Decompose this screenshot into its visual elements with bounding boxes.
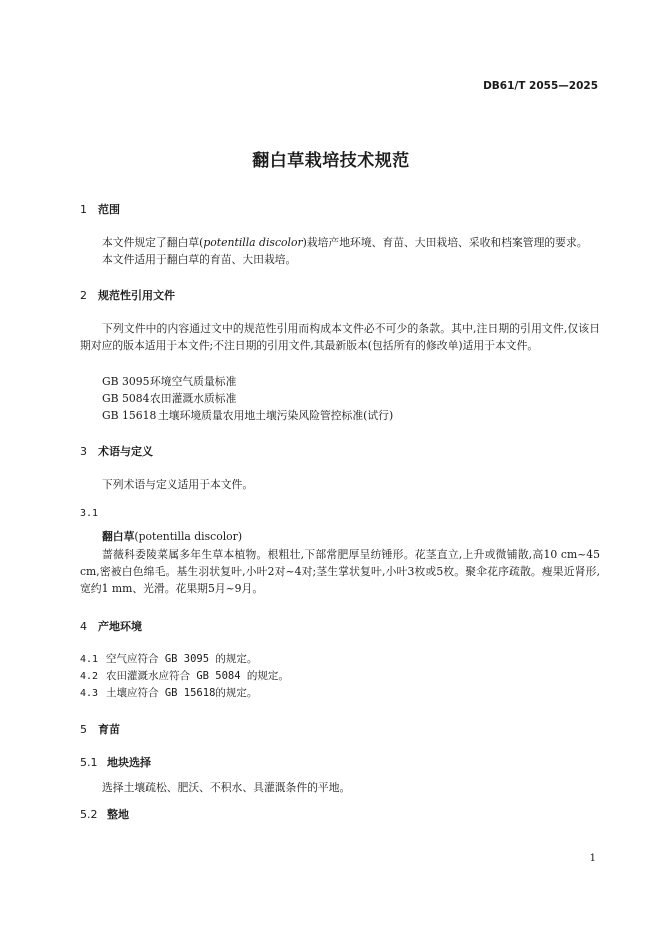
reference-title: 环境空气质量标准: [150, 375, 237, 388]
subsection-5-1-heading: [80, 754, 151, 770]
reference-code: GB 15618: [102, 409, 157, 422]
terms-intro: 下列术语与定义适用于本文件。: [102, 478, 254, 491]
section-title: 范围: [98, 203, 120, 216]
subsection-num: 3.1: [80, 508, 99, 519]
reference-code: GB 5084: [102, 392, 150, 405]
reference-code: GB 3095: [102, 375, 150, 388]
subsection-number: 5.2: [80, 808, 98, 821]
subsection-title: 地块选择: [107, 756, 151, 769]
term-heading: [102, 529, 242, 544]
term-definition: 蔷薇科委陵菜属多年生草本植物。根粗壮,下部常肥厚呈纺锤形。花茎直立,上升或微铺散,高10 cm~45 cm,密被白色绵毛。基生羽状复叶,小叶2对~4对;茎生掌状复叶,小叶3枚或5枚。聚伞花序疏散。瘦果近肾形,宽约1 mm、光滑。花果期5月~9月。: [80, 548, 600, 595]
section-title: 术语与定义: [98, 445, 153, 458]
clause-number: 4.2: [80, 671, 99, 682]
section-number: 3: [80, 445, 87, 458]
scope-text-after: )栽培产地环境、育苗、大田栽培、采收和档案管理的要求。: [302, 236, 588, 249]
scope-paragraph-2: 本文件适用于翻白草的育苗、大田栽培。: [102, 253, 297, 266]
scope-paragraph-1: [102, 234, 588, 251]
section-title: 产地环境: [98, 620, 142, 633]
subsection-5-2-heading: [80, 806, 129, 822]
section-number: 4: [80, 620, 87, 633]
section-title: 规范性引用文件: [98, 289, 175, 302]
clause-item: [80, 685, 257, 700]
site-selection-text: 选择土壤疏松、肥沃、不积水、具灌溉条件的平地。: [102, 781, 351, 794]
page-number: 1: [589, 853, 596, 864]
clause-text: 农田灌溉水应符合 GB 5084 的规定。: [106, 670, 289, 682]
subsection-title: 整地: [107, 808, 129, 821]
clause-number: 4.1: [80, 654, 99, 665]
section-number: 5: [80, 723, 87, 736]
clause-text: 空气应符合 GB 3095 的规定。: [106, 653, 258, 665]
section-3-heading: [80, 443, 153, 459]
term-name: 翻白草: [102, 530, 135, 543]
subsection-number: [80, 506, 106, 519]
reference-item: [102, 407, 393, 424]
clause-number: 4.3: [80, 688, 99, 699]
reference-title: 土壤环境质量农用地土壤污染风险管控标准(试行): [158, 409, 394, 422]
section-number: 1: [80, 203, 87, 216]
section-4-heading: [80, 618, 142, 634]
clause-item: [80, 668, 289, 683]
section-title: 育苗: [98, 723, 120, 736]
clause-text: 土壤应符合 GB 15618的规定。: [106, 687, 258, 699]
section-1-heading: [80, 201, 120, 217]
section-5-heading: [80, 721, 120, 737]
document-number: DB61/T 2055—2025: [483, 80, 598, 92]
scope-latin-name: potentilla discolor: [203, 236, 303, 249]
references-intro: 下列文件中的内容通过文中的规范性引用而构成本文件必不可少的条款。其中,注日期的引用文件,仅该日期对应的版本适用于本文件;不注日期的引用文件,其最新版本(包括所有的修改单)适用于本文件。: [80, 322, 600, 352]
section-2-heading: [80, 287, 175, 303]
clause-item: [80, 651, 257, 666]
page-title: 翻白草栽培技术规范: [252, 151, 410, 171]
reference-item: [102, 390, 236, 407]
scope-text-before: 本文件规定了翻白草(: [102, 236, 204, 249]
reference-title: 农田灌溉水质标准: [150, 392, 237, 405]
reference-item: [102, 373, 236, 390]
section-number: 2: [80, 289, 87, 302]
subsection-number: 5.1: [80, 756, 98, 769]
term-latin-name: (potentilla discolor): [134, 530, 243, 543]
